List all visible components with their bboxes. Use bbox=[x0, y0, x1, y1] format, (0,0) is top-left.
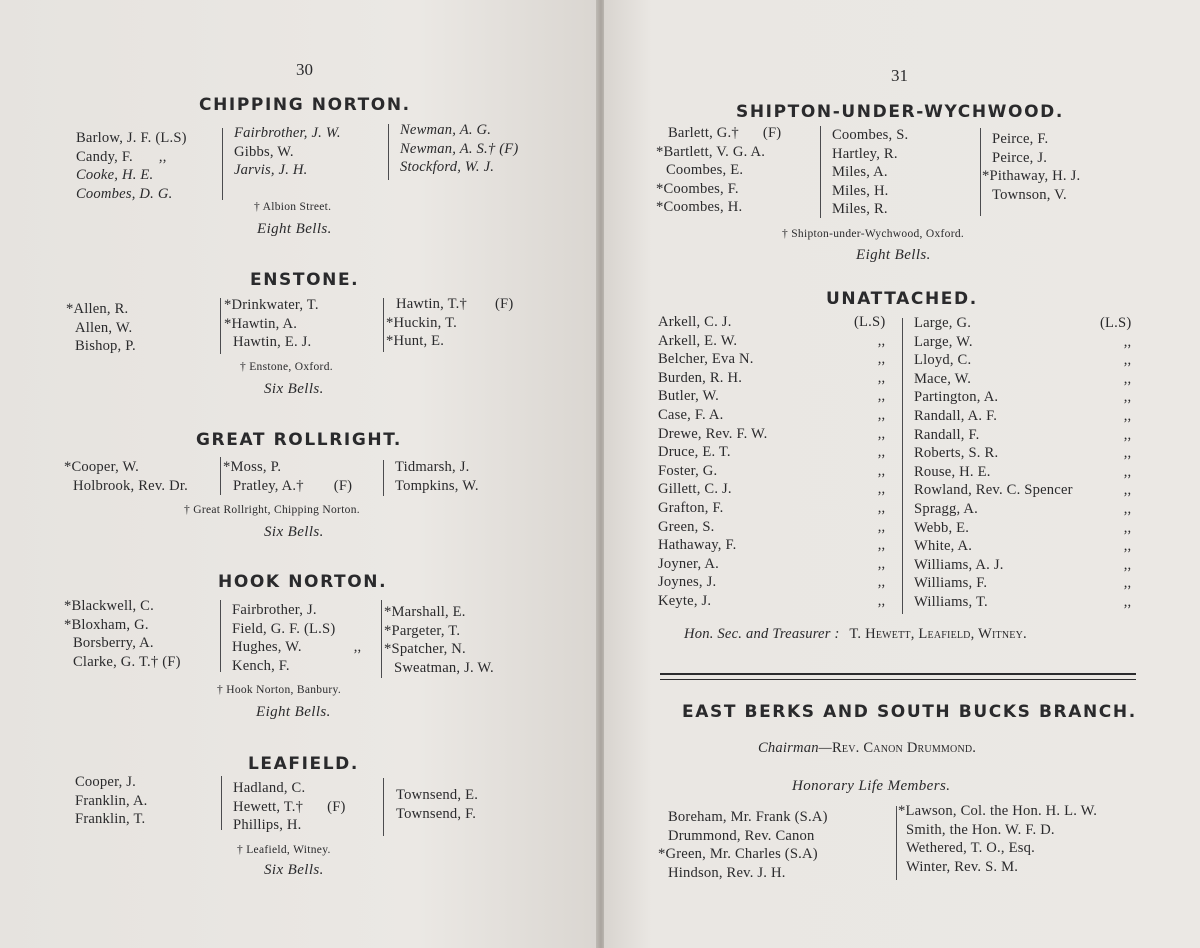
member-name: Foster, G. bbox=[658, 462, 718, 479]
bells-count: Eight Bells. bbox=[257, 221, 332, 237]
column-divider bbox=[220, 600, 221, 672]
member-name: Kench, F. bbox=[232, 657, 290, 674]
member-name: Belcher, Eva N. bbox=[658, 351, 754, 368]
member-name: Drummond, Rev. Canon bbox=[668, 827, 815, 844]
shipton-col3 bbox=[982, 130, 1080, 204]
enstone-col1 bbox=[66, 300, 136, 356]
enstone-col2 bbox=[224, 296, 319, 352]
leafield-col3 bbox=[396, 786, 478, 823]
unattached-right-names bbox=[914, 314, 1073, 612]
branch-title-enstone: ENSTONE. bbox=[250, 270, 360, 290]
ditto-mark: ,, bbox=[877, 351, 886, 368]
member-name: Burden, R. H. bbox=[658, 369, 743, 386]
hook-norton-col1 bbox=[64, 597, 181, 671]
member-name: Spragg, A. bbox=[914, 500, 979, 517]
life-members-heading: Honorary Life Members. bbox=[792, 778, 951, 794]
member-name: *Green, Mr. Charles (S.A) bbox=[658, 846, 818, 863]
member-name: Barlow, J. F. (L.S) bbox=[76, 130, 187, 146]
member-name: Gibbs, W. bbox=[234, 143, 294, 160]
branch-title-east-berks: EAST BERKS AND SOUTH BUCKS BRANCH. bbox=[682, 702, 1137, 722]
member-name: Winter, Rev. S. M. bbox=[906, 858, 1019, 875]
member-name: Fairbrother, J. bbox=[232, 602, 317, 618]
shipton-col1 bbox=[656, 124, 781, 217]
page-number: 30 bbox=[296, 60, 313, 79]
column-divider bbox=[820, 126, 821, 218]
member-name: Williams, F. bbox=[914, 575, 988, 592]
member-name: Miles, R. bbox=[832, 201, 888, 218]
ditto-mark: ,, bbox=[1123, 370, 1132, 387]
member-name: *Marshall, E. bbox=[384, 604, 466, 620]
member-name: Grafton, F. bbox=[658, 499, 724, 516]
member-name: *Coombes, F. bbox=[656, 180, 739, 197]
member-name: Druce, E. T. bbox=[658, 444, 731, 461]
member-name: Miles, A. bbox=[832, 164, 888, 181]
member-name: *Moss, P. bbox=[223, 459, 282, 475]
member-name: *Allen, R. bbox=[66, 301, 129, 317]
member-name: Hathaway, F. bbox=[658, 537, 737, 554]
member-name: Williams, T. bbox=[914, 593, 988, 610]
member-name: Clarke, G. T.† (F) bbox=[73, 653, 181, 670]
member-name: Townsend, F. bbox=[396, 805, 477, 822]
address-note: † Albion Street. bbox=[254, 201, 332, 213]
column-divider bbox=[381, 600, 382, 678]
member-name: Borsberry, A. bbox=[73, 635, 154, 652]
branch-title-shipton: SHIPTON-UNDER-WYCHWOOD. bbox=[736, 102, 1064, 122]
member-name: Peirce, J. bbox=[992, 149, 1048, 166]
bells-count: Six Bells. bbox=[264, 862, 324, 878]
ditto-mark: ,, bbox=[877, 574, 886, 591]
ditto-mark: ,, bbox=[1123, 407, 1132, 424]
member-name: Roberts, S. R. bbox=[914, 445, 999, 462]
unattached-left-names bbox=[658, 313, 768, 611]
member-name: Sweatman, J. W. bbox=[394, 659, 494, 676]
ditto-mark: ,, bbox=[1123, 426, 1132, 443]
chipping-norton-col3 bbox=[400, 121, 518, 177]
branch-title-great-rollright: GREAT ROLLRIGHT. bbox=[196, 430, 402, 450]
member-name: Field, G. F. (L.S) bbox=[232, 620, 336, 637]
chairman-line bbox=[758, 739, 976, 758]
ditto-mark: ,, bbox=[877, 444, 886, 461]
member-name: Candy, F. ,, bbox=[76, 148, 167, 165]
member-name: Fairbrother, J. W. bbox=[234, 125, 341, 141]
member-name: Randall, A. F. bbox=[914, 407, 998, 424]
member-name: Coombes, E. bbox=[666, 162, 744, 179]
leafield-col2 bbox=[233, 779, 346, 835]
address-note: † Leafield, Witney. bbox=[237, 844, 331, 856]
member-name: Hawtin, E. J. bbox=[233, 334, 312, 351]
member-name: Lloyd, C. bbox=[914, 352, 972, 369]
chipping-norton-col1 bbox=[76, 129, 187, 203]
great-rollright-col1 bbox=[64, 458, 188, 495]
member-name: Mace, W. bbox=[914, 370, 972, 387]
branch-title-chipping-norton: CHIPPING NORTON. bbox=[199, 95, 411, 115]
leafield-col1 bbox=[75, 773, 148, 829]
member-name: Allen, W. bbox=[75, 319, 133, 336]
shipton-col2 bbox=[832, 126, 908, 219]
unattached-left-marks bbox=[854, 313, 885, 611]
member-name: Miles, H. bbox=[832, 182, 889, 199]
chairman-label: Chairman— bbox=[758, 740, 832, 756]
member-name: Townsend, E. bbox=[396, 787, 479, 803]
ditto-mark: ,, bbox=[1123, 482, 1132, 499]
column-divider bbox=[222, 128, 223, 200]
ditto-mark: ,, bbox=[877, 481, 886, 498]
member-name: Gillett, C. J. bbox=[658, 481, 732, 498]
ditto-mark: ,, bbox=[877, 406, 886, 423]
ditto-mark: ,, bbox=[877, 369, 886, 386]
member-name: Coombes, D. G. bbox=[76, 185, 173, 202]
ditto-mark: ,, bbox=[1123, 500, 1132, 517]
ditto-mark: ,, bbox=[877, 425, 886, 442]
member-name: Hughes, W. ,, bbox=[232, 639, 362, 656]
ditto-mark: ,, bbox=[1123, 575, 1132, 592]
member-name: Franklin, T. bbox=[75, 811, 146, 828]
bells-count: Six Bells. bbox=[264, 381, 324, 397]
life-members-col1 bbox=[658, 808, 828, 882]
branch-title-hook-norton: HOOK NORTON. bbox=[218, 572, 388, 592]
address-note: † Enstone, Oxford. bbox=[240, 361, 333, 373]
ditto-mark: ,, bbox=[1123, 389, 1132, 406]
member-name: *Lawson, Col. the Hon. H. L. W. bbox=[898, 803, 1098, 819]
unattached-right-marks bbox=[1100, 314, 1131, 612]
member-name: *Blackwell, C. bbox=[64, 598, 154, 614]
column-divider bbox=[383, 778, 384, 836]
member-name: *Hunt, E. bbox=[386, 333, 445, 350]
member-name: Large, W. bbox=[914, 333, 973, 350]
hon-sec-line bbox=[684, 625, 1027, 644]
ditto-mark: ,, bbox=[1123, 352, 1132, 369]
member-name: *Huckin, T. bbox=[386, 314, 457, 331]
member-name: Peirce, F. bbox=[992, 131, 1049, 147]
member-name: Cooper, J. bbox=[75, 774, 137, 790]
member-name: Hartley, R. bbox=[832, 145, 898, 162]
bells-count: Eight Bells. bbox=[256, 704, 331, 720]
member-name: Webb, E. bbox=[914, 519, 970, 536]
member-name: Barlett, G.† (F) bbox=[668, 125, 782, 141]
column-divider bbox=[980, 128, 981, 216]
ditto-mark: ,, bbox=[877, 499, 886, 516]
ditto-mark: (L.S) bbox=[854, 314, 886, 330]
ditto-mark: ,, bbox=[877, 537, 886, 554]
member-name: *Pithaway, H. J. bbox=[982, 168, 1081, 185]
member-name: Keyte, J. bbox=[658, 592, 712, 609]
right-page bbox=[604, 0, 1200, 948]
member-name: Stockford, W. J. bbox=[400, 159, 495, 176]
branch-title-leafield: LEAFIELD. bbox=[248, 754, 359, 774]
hook-norton-col2 bbox=[232, 601, 361, 675]
member-name: Arkell, C. J. bbox=[658, 314, 732, 330]
ditto-mark: ,, bbox=[877, 555, 886, 572]
member-name: Hadland, C. bbox=[233, 780, 306, 796]
ditto-mark: ,, bbox=[877, 518, 886, 535]
member-name: Partington, A. bbox=[914, 389, 999, 406]
column-divider bbox=[221, 776, 222, 830]
ditto-mark: ,, bbox=[1123, 519, 1132, 536]
ditto-mark: ,, bbox=[877, 388, 886, 405]
address-note: † Shipton-under-Wychwood, Oxford. bbox=[782, 228, 965, 240]
member-name: Hawtin, T.† (F) bbox=[396, 296, 514, 312]
hon-sec-value: T. Hewett, Leafield, Witney. bbox=[849, 626, 1027, 642]
member-name: Rowland, Rev. C. Spencer bbox=[914, 482, 1073, 499]
chairman-value: Rev. Canon Drummond. bbox=[831, 740, 977, 756]
member-name: *Bloxham, G. bbox=[64, 616, 149, 633]
hook-norton-col3 bbox=[384, 603, 494, 677]
member-name: *Coombes, H. bbox=[656, 199, 743, 216]
member-name: Large, G. bbox=[914, 315, 972, 331]
member-name: Arkell, E. W. bbox=[658, 332, 738, 349]
member-name: Wethered, T. O., Esq. bbox=[906, 840, 1035, 857]
member-name: Hewett, T.† (F) bbox=[233, 798, 346, 815]
member-name: Rouse, H. E. bbox=[914, 463, 991, 480]
column-divider bbox=[220, 298, 221, 354]
address-note: † Hook Norton, Banbury. bbox=[217, 684, 342, 696]
member-name: *Spatcher, N. bbox=[384, 641, 466, 658]
member-name: Randall, F. bbox=[914, 426, 980, 443]
member-name: Bishop, P. bbox=[75, 338, 136, 355]
member-name: *Cooper, W. bbox=[64, 459, 139, 475]
column-divider bbox=[896, 806, 897, 880]
member-name: Case, F. A. bbox=[658, 406, 724, 423]
left-page bbox=[0, 0, 598, 948]
member-name: Boreham, Mr. Frank (S.A) bbox=[668, 809, 828, 825]
column-divider bbox=[383, 460, 384, 496]
member-name: Coombes, S. bbox=[832, 127, 909, 143]
member-name: Newman, A. G. bbox=[400, 122, 492, 138]
great-rollright-col3 bbox=[395, 458, 479, 495]
member-name: *Drinkwater, T. bbox=[224, 297, 319, 313]
member-name: *Bartlett, V. G. A. bbox=[656, 143, 766, 160]
double-rule-top bbox=[660, 673, 1136, 675]
life-members-col2 bbox=[898, 802, 1097, 876]
address-note: † Great Rollright, Chipping Norton. bbox=[184, 504, 360, 516]
member-name: Phillips, H. bbox=[233, 817, 302, 834]
member-name: Tidmarsh, J. bbox=[395, 459, 470, 475]
chipping-norton-col2 bbox=[234, 124, 341, 180]
hon-sec-label: Hon. Sec. and Treasurer : bbox=[684, 626, 840, 642]
member-name: Joynes, J. bbox=[658, 574, 717, 591]
member-name: White, A. bbox=[914, 538, 973, 555]
member-name: Williams, A. J. bbox=[914, 556, 1004, 573]
member-name: Jarvis, J. H. bbox=[234, 162, 308, 179]
great-rollright-col2 bbox=[223, 458, 352, 495]
member-name: Cooke, H. E. bbox=[76, 167, 154, 184]
ditto-mark: ,, bbox=[1123, 556, 1132, 573]
column-divider bbox=[220, 457, 221, 495]
member-name: Smith, the Hon. W. F. D. bbox=[906, 821, 1055, 838]
ditto-mark: ,, bbox=[1123, 333, 1132, 350]
bells-count: Eight Bells. bbox=[856, 247, 931, 263]
member-name: Hindson, Rev. J. H. bbox=[668, 864, 786, 881]
branch-title-unattached: UNATTACHED. bbox=[826, 289, 978, 309]
column-divider bbox=[902, 318, 903, 614]
member-name: Joyner, A. bbox=[658, 555, 720, 572]
member-name: Pratley, A.† (F) bbox=[233, 477, 353, 494]
ditto-mark: (L.S) bbox=[1100, 315, 1132, 331]
ditto-mark: ,, bbox=[877, 462, 886, 479]
member-name: Drewe, Rev. F. W. bbox=[658, 425, 768, 442]
ditto-mark: ,, bbox=[877, 332, 886, 349]
member-name: Newman, A. S.† (F) bbox=[400, 140, 519, 157]
column-divider bbox=[388, 124, 389, 180]
member-name: *Hawtin, A. bbox=[224, 315, 298, 332]
member-name: Tompkins, W. bbox=[395, 477, 479, 494]
member-name: Holbrook, Rev. Dr. bbox=[73, 477, 188, 494]
double-rule-bottom bbox=[660, 679, 1136, 680]
column-divider bbox=[383, 298, 384, 352]
member-name: Butler, W. bbox=[658, 388, 720, 405]
ditto-mark: ,, bbox=[1123, 463, 1132, 480]
bells-count: Six Bells. bbox=[264, 524, 324, 540]
ditto-mark: ,, bbox=[1123, 593, 1132, 610]
member-name: Townson, V. bbox=[992, 186, 1067, 203]
page-number: 31 bbox=[891, 66, 908, 85]
ditto-mark: ,, bbox=[1123, 445, 1132, 462]
ditto-mark: ,, bbox=[1123, 538, 1132, 555]
member-name: *Pargeter, T. bbox=[384, 622, 461, 639]
ditto-mark: ,, bbox=[877, 592, 886, 609]
enstone-col3 bbox=[386, 295, 513, 351]
member-name: Franklin, A. bbox=[75, 792, 148, 809]
member-name: Green, S. bbox=[658, 518, 715, 535]
